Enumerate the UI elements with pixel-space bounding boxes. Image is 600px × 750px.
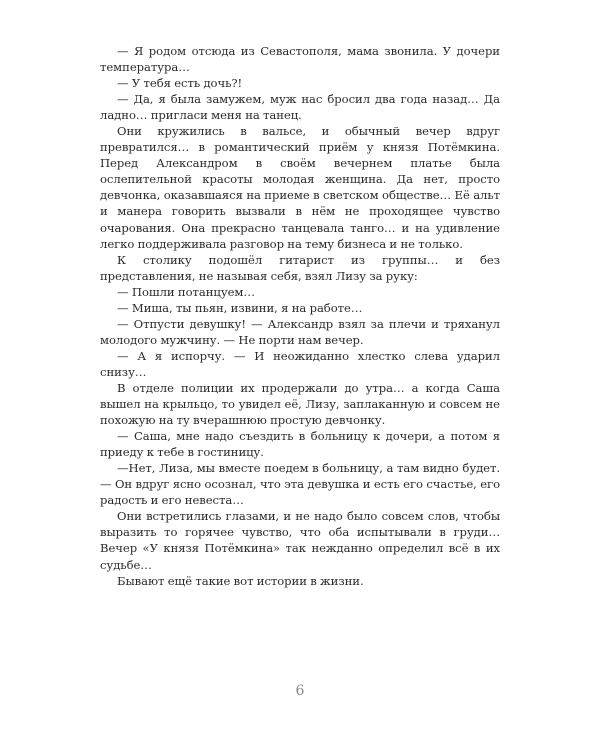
- paragraph: — Саша, мне надо съездить в больницу к дочери, а потом я приеду к тебе в гостиницу.: [100, 429, 500, 460]
- page-body: [100, 43, 500, 589]
- paragraph: — Отпусти девушку! — Александр взял за плечи и тряханул молодого мужчину. — Не порти нам вечер.: [100, 316, 500, 347]
- paragraph: — У тебя есть дочь?!: [117, 76, 243, 91]
- paragraph: — Я родом отсюда из Севастополя, мама звонила. У дочери температура…: [100, 44, 500, 75]
- page-number: 6: [295, 683, 305, 699]
- paragraph: — Пошли потанцуем…: [117, 284, 255, 299]
- paragraph: Они встретились глазами, и не надо было совсем слов, чтобы выразить то горячее чувство, что оба испытывали в груди… Вечер «У князя Потёмкина» так нежданно определил всё в их судьбе…: [100, 509, 500, 572]
- paragraph: — А я испорчу. — И неожиданно хлестко слева ударил снизу…: [100, 348, 500, 379]
- paragraph: Бывают ещё такие вот истории в жизни.: [117, 573, 364, 588]
- paragraph: Они кружились в вальсе, и обычный вечер вдруг превратился… в романтический приём у князя Потёмкина. Перед Александром в своём вечернем платье была ослепительной красоты молодая женщина. Да нет, просто девчонка, оказавшаяся на приеме в светском обществе… Её альт и манера говорить вызвали в нём не проходящее чувство очарования. Она прекрасно танцевала танго… и на удивление легко поддерживала разговор на тему бизнеса и не только.: [100, 124, 500, 251]
- paragraph: — Миша, ты пьян, извини, я на работе…: [117, 300, 363, 315]
- paragraph: К столику подошёл гитарист из группы… и без представления, не называя себя, взял Лизу за руку:: [100, 252, 500, 283]
- paragraph: — Да, я была замужем, муж нас бросил два года назад… Да ладно… пригласи меня на танец.: [100, 92, 500, 123]
- paragraph: В отделе полиции их продержали до утра… а когда Саша вышел на крыльцо, то увидел её, Лизу, заплаканную и совсем не похожую на ту вчерашнюю простую девчонку.: [100, 380, 500, 428]
- paragraph: —Нет, Лиза, мы вместе поедем в больницу, а там видно будет. — Он вдруг ясно осознал, что эта девушка и есть его счастье, его радость и его невеста…: [100, 461, 500, 508]
